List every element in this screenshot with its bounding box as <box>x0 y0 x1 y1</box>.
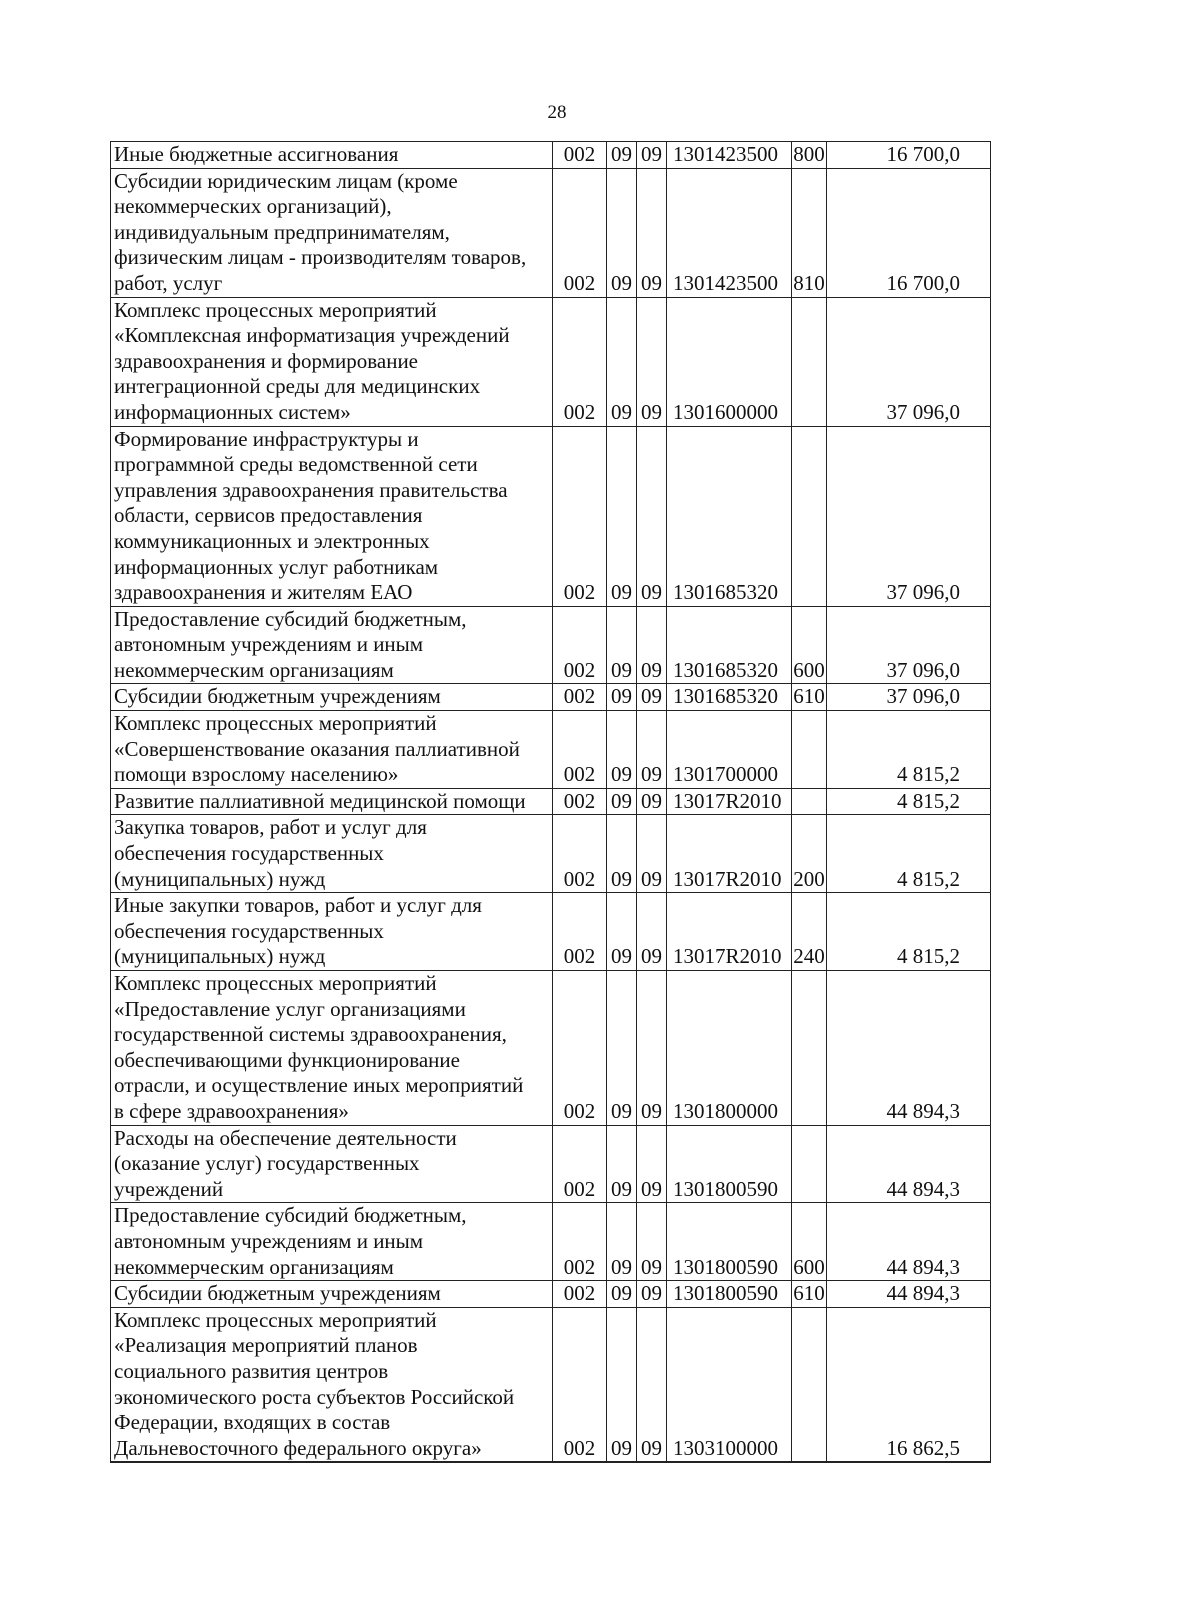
section-code-cell: 09 <box>607 893 637 971</box>
target-article-cell: 1301800590 <box>667 1203 792 1281</box>
subsection-code-cell: 09 <box>637 426 667 606</box>
expense-type-cell: 240 <box>792 893 827 971</box>
expense-name-cell: Комплекс процессных мероприятий «Совершенствование оказания паллиативной помощи взрослому населению» <box>111 711 553 789</box>
amount-cell: 37 096,0 <box>827 684 991 711</box>
subsection-code-cell: 09 <box>637 788 667 815</box>
subsection-code-cell: 09 <box>637 1307 667 1462</box>
chapter-code-cell: 002 <box>553 971 607 1126</box>
chapter-code-cell: 002 <box>553 606 607 684</box>
chapter-code-cell: 002 <box>553 815 607 893</box>
subsection-code-cell: 09 <box>637 815 667 893</box>
expense-name-cell: Формирование инфраструктуры и программной среды ведомственной сети управления здравоохранения правительства области, сервисов предоставления коммуникационных и электронных информационных услуг работникам здравоохранения и жителям ЕАО <box>111 426 553 606</box>
section-code-cell: 09 <box>607 971 637 1126</box>
target-article-cell: 1301700000 <box>667 711 792 789</box>
amount-cell: 4 815,2 <box>827 893 991 971</box>
target-article-cell: 13017R2010 <box>667 788 792 815</box>
chapter-code-cell: 002 <box>553 788 607 815</box>
amount-cell: 16 700,0 <box>827 142 991 169</box>
expense-name-cell: Субсидии бюджетным учреждениям <box>111 1281 553 1308</box>
table-row <box>111 426 991 606</box>
expense-type-cell: 200 <box>792 815 827 893</box>
expense-name-cell: Иные закупки товаров, работ и услуг для обеспечения государственных (муниципальных) нужд <box>111 893 553 971</box>
expense-name-cell: Закупка товаров, работ и услуг для обеспечения государственных (муниципальных) нужд <box>111 815 553 893</box>
target-article-cell: 1301423500 <box>667 142 792 169</box>
chapter-code-cell: 002 <box>553 893 607 971</box>
chapter-code-cell: 002 <box>553 1125 607 1203</box>
target-article-cell: 1301423500 <box>667 168 792 297</box>
expense-type-cell: 600 <box>792 1203 827 1281</box>
chapter-code-cell: 002 <box>553 297 607 426</box>
expense-name-cell: Комплекс процессных мероприятий «Реализация мероприятий планов социального развития центров экономического роста субъектов Российской Федерации, входящих в состав Дальневосточного федерального округа» <box>111 1307 553 1462</box>
expense-name-cell: Комплекс процессных мероприятий «Комплексная информатизация учреждений здравоохранения и формирование интеграционной среды для медицинских информационных систем» <box>111 297 553 426</box>
amount-cell: 44 894,3 <box>827 971 991 1126</box>
chapter-code-cell: 002 <box>553 1307 607 1462</box>
amount-cell: 16 862,5 <box>827 1307 991 1462</box>
expense-name-cell: Предоставление субсидий бюджетным, автономным учреждениям и иным некоммерческим организациям <box>111 606 553 684</box>
subsection-code-cell: 09 <box>637 297 667 426</box>
table-row <box>111 893 991 971</box>
amount-cell: 44 894,3 <box>827 1125 991 1203</box>
expense-name-cell: Предоставление субсидий бюджетным, автономным учреждениям и иным некоммерческим организациям <box>111 1203 553 1281</box>
target-article-cell: 1301685320 <box>667 426 792 606</box>
chapter-code-cell: 002 <box>553 1281 607 1308</box>
target-article-cell: 1303100000 <box>667 1307 792 1462</box>
subsection-code-cell: 09 <box>637 1125 667 1203</box>
expense-type-cell: 810 <box>792 168 827 297</box>
section-code-cell: 09 <box>607 1203 637 1281</box>
target-article-cell: 13017R2010 <box>667 893 792 971</box>
section-code-cell: 09 <box>607 684 637 711</box>
expense-type-cell: 610 <box>792 1281 827 1308</box>
section-code-cell: 09 <box>607 1307 637 1462</box>
expense-type-cell <box>792 711 827 789</box>
budget-table <box>110 141 991 1463</box>
amount-cell: 37 096,0 <box>827 297 991 426</box>
table-row <box>111 297 991 426</box>
expense-type-cell: 600 <box>792 606 827 684</box>
expense-type-cell <box>792 1125 827 1203</box>
expense-type-cell: 610 <box>792 684 827 711</box>
expense-type-cell <box>792 426 827 606</box>
target-article-cell: 1301685320 <box>667 684 792 711</box>
subsection-code-cell: 09 <box>637 684 667 711</box>
target-article-cell: 1301800590 <box>667 1125 792 1203</box>
subsection-code-cell: 09 <box>637 606 667 684</box>
chapter-code-cell: 002 <box>553 1203 607 1281</box>
page-number: 28 <box>547 102 567 123</box>
table-row <box>111 815 991 893</box>
target-article-cell: 13017R2010 <box>667 815 792 893</box>
subsection-code-cell: 09 <box>637 1203 667 1281</box>
table-row <box>111 971 991 1126</box>
table-row <box>111 1281 991 1308</box>
amount-cell: 4 815,2 <box>827 788 991 815</box>
section-code-cell: 09 <box>607 297 637 426</box>
subsection-code-cell: 09 <box>637 971 667 1126</box>
expense-name-cell: Развитие паллиативной медицинской помощи <box>111 788 553 815</box>
table-row <box>111 142 991 169</box>
target-article-cell: 1301685320 <box>667 606 792 684</box>
amount-cell: 4 815,2 <box>827 711 991 789</box>
table-row <box>111 684 991 711</box>
expense-name-cell: Иные бюджетные ассигнования <box>111 142 553 169</box>
table-row <box>111 1203 991 1281</box>
amount-cell: 16 700,0 <box>827 168 991 297</box>
section-code-cell: 09 <box>607 1125 637 1203</box>
table-row <box>111 168 991 297</box>
section-code-cell: 09 <box>607 426 637 606</box>
table-row <box>111 1125 991 1203</box>
amount-cell: 44 894,3 <box>827 1203 991 1281</box>
amount-cell: 4 815,2 <box>827 815 991 893</box>
target-article-cell: 1301800590 <box>667 1281 792 1308</box>
section-code-cell: 09 <box>607 606 637 684</box>
subsection-code-cell: 09 <box>637 893 667 971</box>
expense-name-cell: Комплекс процессных мероприятий «Предоставление услуг организациями государственной системы здравоохранения, обеспечивающими функционирование отрасли, и осуществление иных мероприятий в сфере здравоохранения» <box>111 971 553 1126</box>
expense-type-cell <box>792 1307 827 1462</box>
expense-type-cell <box>792 971 827 1126</box>
expense-type-cell: 800 <box>792 142 827 169</box>
target-article-cell: 1301800000 <box>667 971 792 1126</box>
chapter-code-cell: 002 <box>553 168 607 297</box>
subsection-code-cell: 09 <box>637 711 667 789</box>
section-code-cell: 09 <box>607 815 637 893</box>
expense-type-cell <box>792 297 827 426</box>
table-row <box>111 606 991 684</box>
target-article-cell: 1301600000 <box>667 297 792 426</box>
subsection-code-cell: 09 <box>637 1281 667 1308</box>
chapter-code-cell: 002 <box>553 711 607 789</box>
section-code-cell: 09 <box>607 168 637 297</box>
chapter-code-cell: 002 <box>553 142 607 169</box>
chapter-code-cell: 002 <box>553 426 607 606</box>
expense-name-cell: Субсидии бюджетным учреждениям <box>111 684 553 711</box>
table-body <box>111 142 991 1463</box>
amount-cell: 44 894,3 <box>827 1281 991 1308</box>
section-code-cell: 09 <box>607 711 637 789</box>
subsection-code-cell: 09 <box>637 142 667 169</box>
expense-type-cell <box>792 788 827 815</box>
table-row <box>111 711 991 789</box>
table-row <box>111 788 991 815</box>
expense-name-cell: Субсидии юридическим лицам (кроме некоммерческих организаций), индивидуальным предпринимателям, физическим лицам - производителям товаров, работ, услуг <box>111 168 553 297</box>
section-code-cell: 09 <box>607 142 637 169</box>
amount-cell: 37 096,0 <box>827 606 991 684</box>
expense-name-cell: Расходы на обеспечение деятельности (оказание услуг) государственных учреждений <box>111 1125 553 1203</box>
chapter-code-cell: 002 <box>553 684 607 711</box>
table-row <box>111 1307 991 1462</box>
section-code-cell: 09 <box>607 788 637 815</box>
section-code-cell: 09 <box>607 1281 637 1308</box>
amount-cell: 37 096,0 <box>827 426 991 606</box>
subsection-code-cell: 09 <box>637 168 667 297</box>
